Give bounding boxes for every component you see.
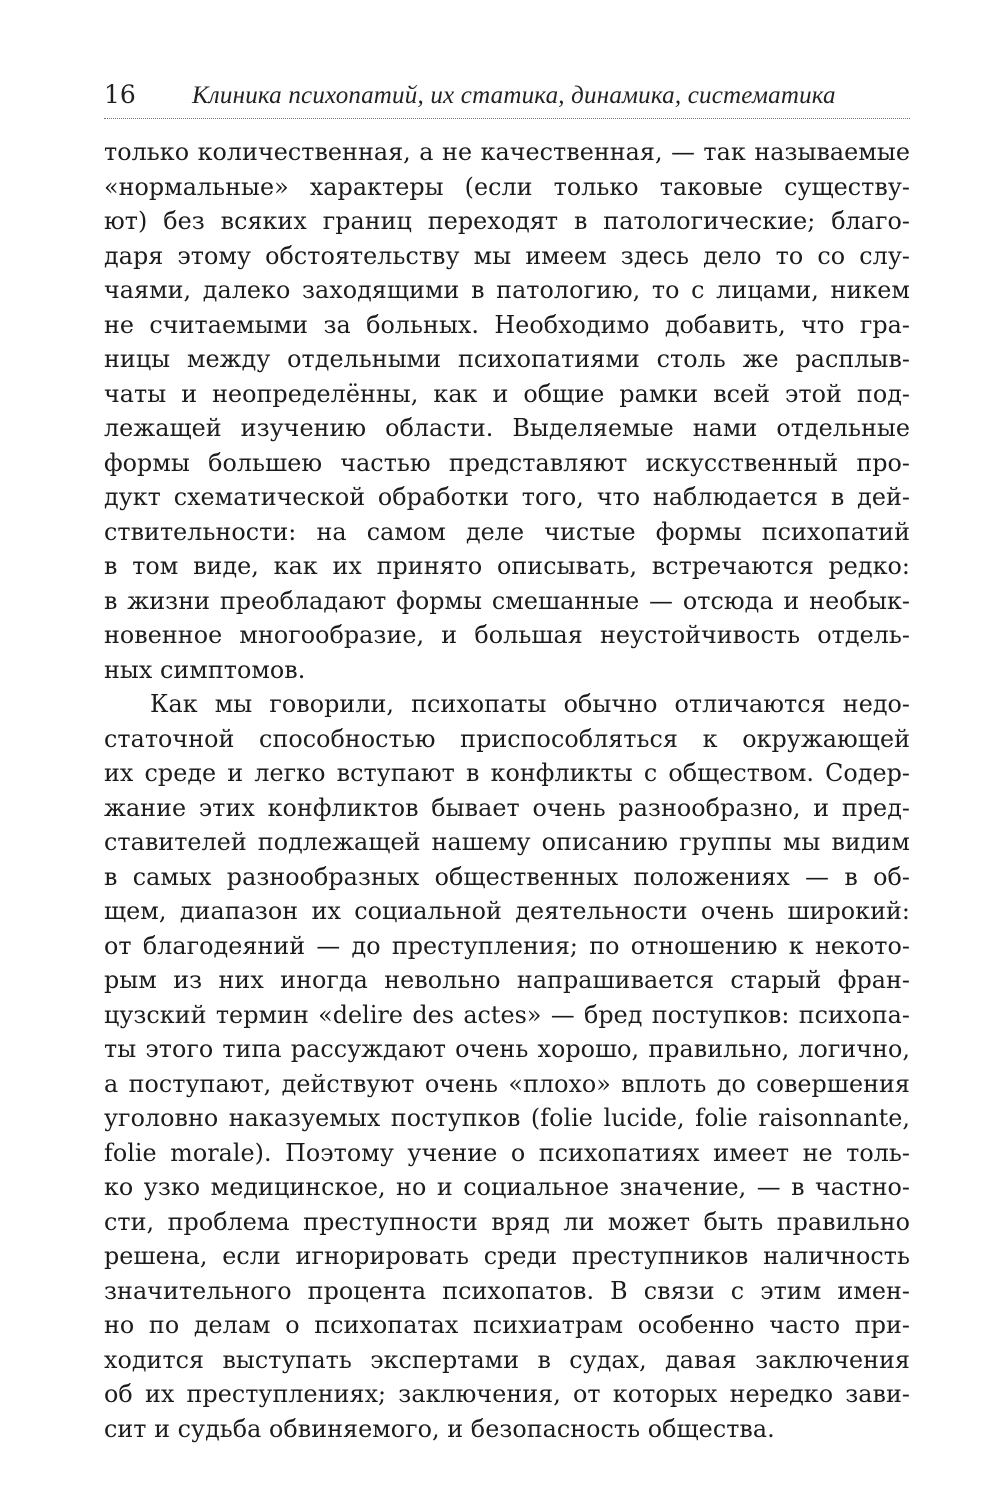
text-line: их среде и легко вступают в конфликты с обществом. Содер- xyxy=(104,759,910,787)
text-line: формы большею частью представляют искусственный про- xyxy=(104,448,910,477)
text-line: цузский термин «delire des actes» — бред поступков: психопа- xyxy=(104,1000,910,1029)
text-line: ных симптомов. xyxy=(104,655,306,684)
text-line: ко узко медицинское, но и социальное значение, — в частно- xyxy=(104,1173,910,1201)
text-line: решена, если игнорировать среди преступников наличность xyxy=(104,1242,910,1270)
text-line: чаты и неопределённы, как и общие рамки всей этой под- xyxy=(104,379,910,408)
text-line: лежащей изучению области. Выделяемые нами отдельные xyxy=(104,414,910,442)
paragraph xyxy=(104,687,910,1446)
text-line: ствительности: на самом деле чистые формы психопатий xyxy=(104,517,910,546)
text-line: в жизни преобладают формы смешанные — отсюда и необык- xyxy=(104,586,910,615)
running-title: Клиника психопатий, их статика, динамика, систематика xyxy=(192,82,836,109)
text-line: ходится выступать экспертами в судах, давая заключения xyxy=(104,1345,910,1374)
body-text xyxy=(104,135,910,1446)
text-line: от благодеяний — до преступления; по отношению к некото- xyxy=(104,931,910,960)
page-header xyxy=(104,78,910,118)
page-number: 16 xyxy=(104,80,136,109)
text-line: ницы между отдельными психопатиями столь же расплыв- xyxy=(104,345,910,373)
text-line: а поступают, действуют очень «плохо» вплоть до совершения xyxy=(104,1069,910,1098)
text-line: новенное многообразие, и большая неустойчивость отдель- xyxy=(104,621,910,649)
text-line: значительного процента психопатов. В связи с этим имен- xyxy=(104,1276,910,1305)
text-line: не считаемыми за больных. Необходимо добавить, что гра- xyxy=(104,310,910,339)
text-line: уголовно наказуемых поступков (folie lucide, folie raisonnante, xyxy=(104,1104,910,1132)
text-line: сит и судьба обвиняемого, и безопасность общества. xyxy=(104,1414,775,1443)
paragraph xyxy=(104,135,910,687)
text-line: «нормальные» характеры (если только таковые существу- xyxy=(104,172,910,201)
text-line: но по делам о психопатах психиатрам особенно часто при- xyxy=(104,1311,910,1339)
text-line: сти, проблема преступности вряд ли может быть правильно xyxy=(104,1207,910,1236)
text-line: ты этого типа рассуждают очень хорошо, правильно, логично, xyxy=(104,1035,910,1063)
text-line: жание этих конфликтов бывает очень разнообразно, и пред- xyxy=(104,793,910,822)
text-line: в самых разнообразных общественных положениях — в об- xyxy=(104,862,910,891)
text-line: чаями, далеко заходящими в патологию, то с лицами, никем xyxy=(104,276,910,304)
text-line: ставителей подлежащей нашему описанию группы мы видим xyxy=(104,828,910,856)
text-line: дукт схематической обработки того, что наблюдается в дей- xyxy=(104,483,910,511)
text-line: даря этому обстоятельству мы имеем здесь дело то со слу- xyxy=(104,241,910,270)
text-line: folie morale). Поэтому учение о психопатиях имеет не толь- xyxy=(104,1138,910,1167)
text-line: в том виде, как их принято описывать, встречаются редко: xyxy=(104,552,910,580)
text-line: об их преступлениях; заключения, от которых нередко зави- xyxy=(104,1380,910,1408)
header-rule xyxy=(104,118,910,119)
text-line: Как мы говорили, психопаты обычно отличаются недо- xyxy=(150,690,910,718)
text-line: статочной способностью приспособляться к окружающей xyxy=(104,724,910,753)
text-line: рым из них иногда невольно напрашивается старый фран- xyxy=(104,966,910,994)
text-line: щем, диапазон их социальной деятельности очень широкий: xyxy=(104,897,910,925)
text-line: только количественная, а не качественная, — так называемые xyxy=(104,138,910,166)
text-line: ют) без всяких границ переходят в патологические; благо- xyxy=(104,207,910,235)
